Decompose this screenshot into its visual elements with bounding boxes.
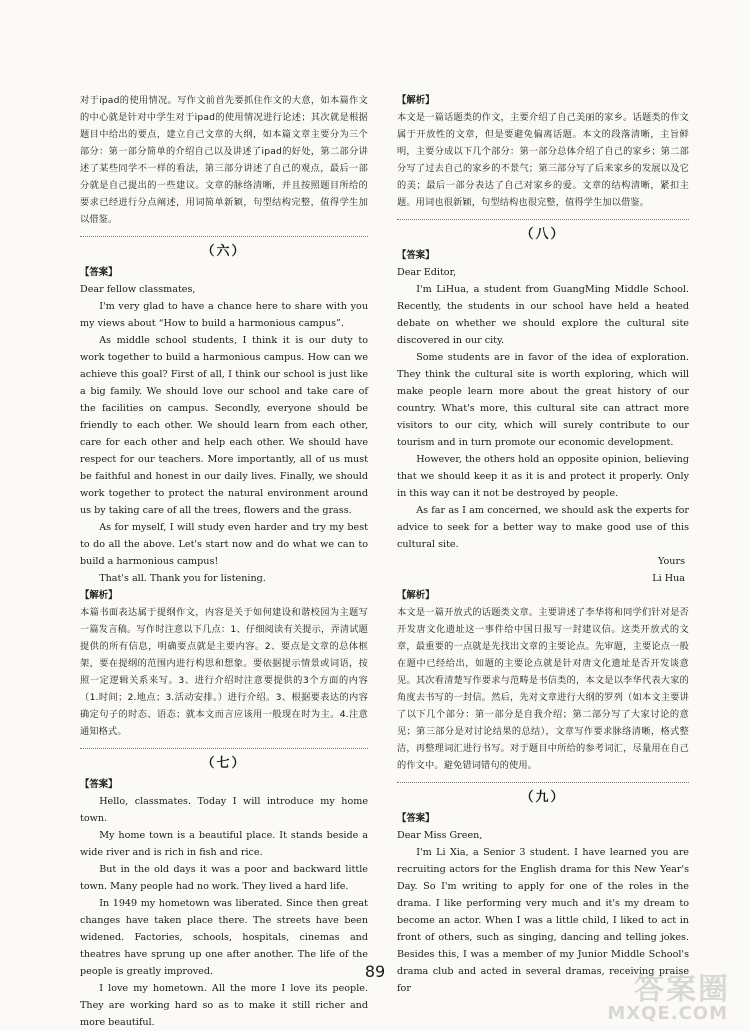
paragraph: As far as I am concerned, we should ask the experts for advice to seek for a better way to make good use of this cultural site. bbox=[397, 505, 689, 550]
watermark-text: 答案圈 bbox=[634, 972, 730, 1007]
section-8-title: （八） bbox=[520, 227, 566, 242]
paragraph: Some students are in favor of the idea of exploration. They think the cultural site is worth exploring, which will make people learn more about the great history of our country. What's more, this cultural site can attract more visitors to our city, which will surely contribute to our tourism and in turn promote our economic development. bbox=[397, 352, 689, 448]
watermark-url: MXQE.COM bbox=[607, 1003, 728, 1024]
analysis-text: 本文是一篇开放式的话题类文章。主要讲述了李华将和同学们针对是否开发唐文化遗址这一事件给中国日报写一封建议信。这类开放式的文章，最重要的一点就是先找出文章的主要论点。先审题，主要论点一般在题中已经给出，如题的主要论点就是针对唐文化遗址是否开发谈意见。其次看清楚写作要求与范畴是书信类的，本文是以李华代表大家的角度去书写的一封信。然后，先对文章进行大纲的罗列（如本文主要讲了以下几个部分：第一部分是自我介绍；第二部分写了大家讨论的意见；第三部分是对讨论结果的总结），文章写作要求脉络清晰，格式整洁，再整理词汇进行书写。对于题目中所给的参考词汇，尽量用在自己的作文中。避免错词错句的使用。 bbox=[397, 607, 689, 771]
paragraph: In 1949 my hometown was liberated. Since then great changes have taken place there. The streets have been widened. Factories, schools, hospitals, cinemas and theatres have sprung up one after another. The life of the people is greatly improved. bbox=[80, 898, 368, 977]
analysis-text: 本篇书面表达属于提纲作文，内容是关于如何建设和谐校园为主题写一篇发言稿。写作时注意以下几点：1、仔细阅读有关提示，弄清试题提供的所有信息，明确要点就是主要内容。2、要点是文章的总体框架，要在提纲的范围内进行构思和想象。要依据提示情景或词语，按照一定逻辑关系来写。3、进行介绍时注意要提供的3个方面的内容（1.时间；2.地点；3.活动安排。）进行介绍。3、根据要表达的内容确定句子的时态、语态；就本文而言应该用一般现在时为主。4.注意通知格式。 bbox=[80, 607, 368, 737]
paragraph: But in the old days it was a poor and backward little town. Many people had no work. They lived a hard life. bbox=[80, 864, 368, 892]
section-divider bbox=[80, 748, 368, 749]
salutation: Dear Editor, bbox=[397, 267, 457, 278]
watermark-logo bbox=[588, 964, 738, 1024]
paragraph: My home town is a beautiful place. It stands beside a wide river and is rich in fish and rice. bbox=[80, 830, 368, 858]
paragraph: As for myself, I will study even harder and try my best to do all the above. Let's start now and do what we can to build a harmonious campus! bbox=[80, 522, 368, 567]
answer-label: 【答案】 bbox=[80, 267, 118, 278]
paragraph: I love my hometown. All the more I love its people. They are working hard so as to make it still richer and more beautiful. bbox=[80, 983, 368, 1028]
page-number: 89 bbox=[364, 962, 386, 981]
answer-label: 【答案】 bbox=[80, 779, 118, 790]
section-6-title: （六） bbox=[201, 244, 247, 259]
salutation: Dear fellow classmates, bbox=[80, 284, 196, 295]
paragraph: As middle school students, I think it is our duty to work together to build a harmonious campus. How can we achieve this goal? First of all, I think our school is just like a big family. We should love our school and take care of the facilities on campus. Secondly, everyone should be friendly to each other. We should learn from each other, care for each other and help each other. We should have respect for our teachers. More importantly, all of us must be faithful and honest in our daily lives. Finally, we should work together to protect the natural environment around us by taking care of all the trees, flowers and the grass. bbox=[80, 335, 368, 516]
section-divider bbox=[397, 782, 689, 783]
analysis-label: 【解析】 bbox=[397, 590, 435, 601]
section-9-title: （九） bbox=[520, 790, 566, 805]
answer-label: 【答案】 bbox=[397, 813, 435, 824]
letter-closing: Yours bbox=[658, 556, 685, 567]
letter-signature: Li Hua bbox=[652, 573, 685, 584]
paragraph: I'm very glad to have a chance here to share with you my views about “How to build a harmonious campus”. bbox=[80, 301, 368, 329]
section-divider bbox=[397, 219, 689, 220]
paragraph: I'm Li Xia, a Senior 3 student. I have learned you are recruiting actors for the English drama for this New Year's Day. So I'm writing to apply for one of the roles in the drama. I like performing very much and it's my dream to become an actor. When I was a little child, I liked to act in front of others, such as singing, dancing and telling jokes. Besides this, I was a member of my Junior Middle School's drama club and acted in several dramas, receiving praise for bbox=[397, 847, 689, 994]
answer-label: 【答案】 bbox=[397, 250, 435, 261]
paragraph: However, the others hold an opposite opinion, believing that we should keep it as it is and protect it properly. Only in this way can it not be destroyed by people. bbox=[397, 454, 689, 499]
analysis-label: 【解析】 bbox=[397, 95, 435, 106]
analysis-label: 【解析】 bbox=[80, 590, 118, 601]
salutation: Dear Miss Green, bbox=[397, 830, 483, 841]
right-column bbox=[397, 92, 689, 997]
analysis-text: 本文是一篇话题类的作文，主要介绍了自己美丽的家乡。话题类的作文属于开放性的文章，但是要避免偏离话题。本文的段落清晰，主旨鲜明，主要分成以下几个部分：第一部分总体介绍了自己的家乡；第二部分写了过去自己的家乡的不景气；第三部分写了后来家乡的发展以及它的美；最后一部分表达了自己对家乡的爱。文章的结构清晰，紧扣主题。用词也很新颖，句型结构也很完整，值得学生加以借鉴。 bbox=[397, 112, 689, 208]
left-column bbox=[80, 92, 368, 1031]
salutation: Hello, classmates. Today I will introduce my home town. bbox=[80, 796, 368, 824]
paragraph: I'm LiHua, a student from GuangMing Middle School. Recently, the students in our school have held a heated debate on whether we should explore the cultural site discovered in our city. bbox=[397, 284, 689, 346]
section-divider bbox=[80, 236, 368, 237]
paragraph: That's all. Thank you for listening. bbox=[99, 573, 266, 584]
section-7-title: （七） bbox=[201, 756, 247, 771]
intro-analysis: 对于ipad的使用情况。写作文前首先要抓住作文的大意，如本篇作文的中心就是针对中学生对于ipad的使用情况进行论述；其次就是根据题目中给出的要点，建立自己文章的大纲，如本篇文章主要分为三个部分：第一部分简单的介绍自己以及讲述了ipad的好处，第二部分讲述了某些同学不一样的看法，第三部分讲述了自己的观点，最后一部分就是自己提出的一些建议。文章的脉络清晰，并且按照题目所给的要求已经进行分点阐述，用词简单新颖，句型结构完整，值得学生加以借鉴。 bbox=[80, 95, 368, 225]
